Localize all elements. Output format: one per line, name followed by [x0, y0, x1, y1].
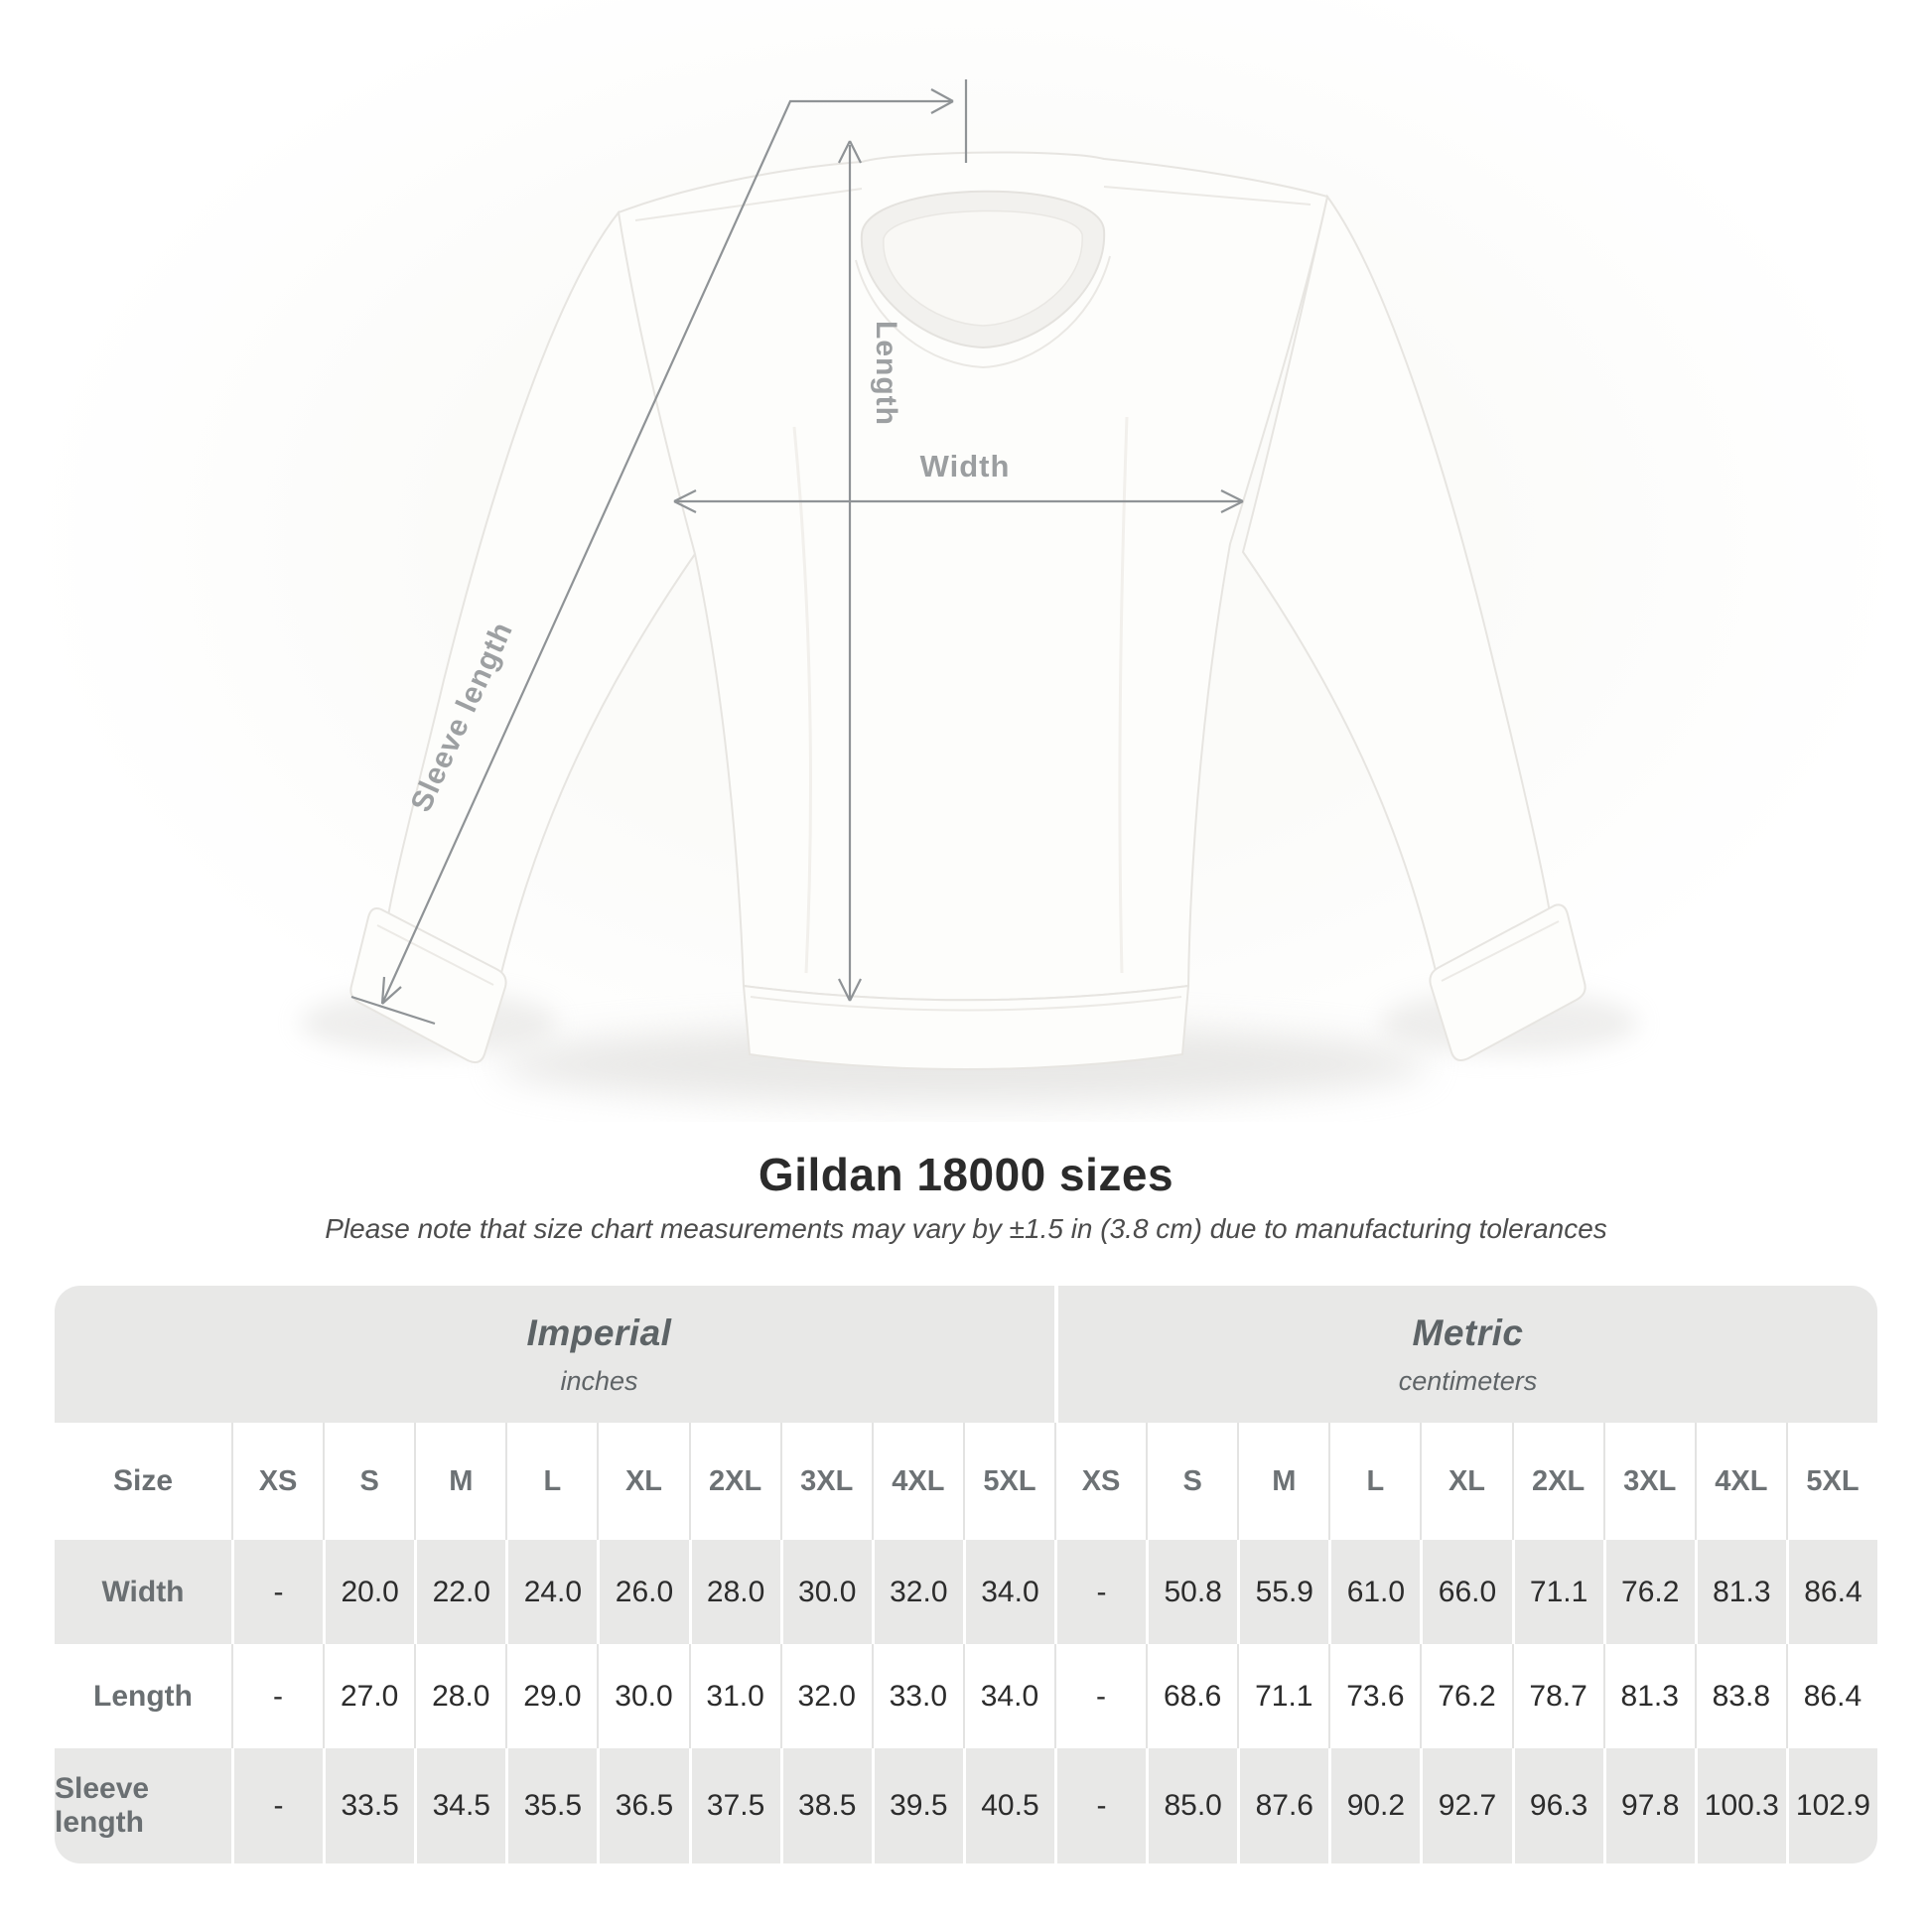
size-header-cell: L	[505, 1423, 597, 1540]
value-cell: 27.0	[323, 1644, 414, 1748]
value-cell: 50.8	[1146, 1540, 1237, 1644]
value-cell: 36.5	[597, 1748, 688, 1863]
value-cell: 28.0	[414, 1644, 505, 1748]
value-cell: 86.4	[1786, 1540, 1877, 1644]
row-label-width: Width	[55, 1540, 231, 1644]
value-cell: 28.0	[689, 1540, 780, 1644]
value-cell: 97.8	[1603, 1748, 1695, 1863]
size-header-cell: 4XL	[872, 1423, 963, 1540]
imperial-group-unit: inches	[560, 1365, 638, 1396]
value-cell: 32.0	[872, 1540, 963, 1644]
value-cell: 40.5	[963, 1748, 1054, 1863]
value-cell: 81.3	[1695, 1540, 1786, 1644]
value-cell: 76.2	[1420, 1644, 1511, 1748]
value-cell: 68.6	[1146, 1644, 1237, 1748]
value-cell: 34.5	[414, 1748, 505, 1863]
value-cell: 102.9	[1786, 1748, 1877, 1863]
value-cell: 78.7	[1512, 1644, 1603, 1748]
value-cell: 83.8	[1695, 1644, 1786, 1748]
size-header-cell: 3XL	[1603, 1423, 1695, 1540]
size-header-cell: M	[1237, 1423, 1328, 1540]
row-label-sleeve-length: Sleeve length	[55, 1748, 231, 1863]
page-title: Gildan 18000 sizes	[758, 1149, 1174, 1200]
imperial-group-header	[55, 1286, 1054, 1423]
value-cell: 85.0	[1146, 1748, 1237, 1863]
value-cell: 66.0	[1420, 1540, 1511, 1644]
size-header-cell: S	[1146, 1423, 1237, 1540]
value-cell: 71.1	[1237, 1644, 1328, 1748]
value-cell: 61.0	[1328, 1540, 1420, 1644]
sleeve-length-label: Sleeve length	[404, 617, 520, 817]
value-cell: -	[231, 1644, 323, 1748]
value-cell: 33.5	[323, 1748, 414, 1863]
size-header-cell: S	[323, 1423, 414, 1540]
metric-group-header	[1054, 1286, 1877, 1423]
value-cell: 30.0	[780, 1540, 872, 1644]
value-cell: 73.6	[1328, 1644, 1420, 1748]
value-cell: 81.3	[1603, 1644, 1695, 1748]
value-cell: 32.0	[780, 1644, 872, 1748]
value-cell: 96.3	[1512, 1748, 1603, 1863]
value-cell: 37.5	[689, 1748, 780, 1863]
size-column-header: Size	[112, 1464, 174, 1497]
size-header-cell: M	[414, 1423, 505, 1540]
value-cell: 33.0	[872, 1644, 963, 1748]
value-cell: 30.0	[597, 1644, 688, 1748]
value-cell: 20.0	[323, 1540, 414, 1644]
size-table	[55, 1286, 1877, 1863]
value-cell: 38.5	[780, 1748, 872, 1863]
size-header-cell: 5XL	[963, 1423, 1054, 1540]
size-header-cell: 5XL	[1786, 1423, 1877, 1540]
size-header-cell: 3XL	[780, 1423, 872, 1540]
value-cell: 29.0	[505, 1644, 597, 1748]
metric-group-unit: centimeters	[1398, 1365, 1538, 1396]
value-cell: -	[1054, 1644, 1146, 1748]
size-header-cell: XL	[597, 1423, 688, 1540]
row-label-length: Length	[93, 1679, 193, 1713]
value-cell: 34.0	[963, 1540, 1054, 1644]
value-cell: 86.4	[1786, 1644, 1877, 1748]
metric-group-title: Metric	[1412, 1311, 1524, 1353]
value-cell: 39.5	[872, 1748, 963, 1863]
size-header-cell: L	[1328, 1423, 1420, 1540]
value-cell: 34.0	[963, 1644, 1054, 1748]
value-cell: 87.6	[1237, 1748, 1328, 1863]
imperial-group-title: Imperial	[526, 1311, 672, 1353]
value-cell: -	[231, 1540, 323, 1644]
size-header-cell: 2XL	[689, 1423, 780, 1540]
value-cell: 26.0	[597, 1540, 688, 1644]
size-header-cell: 4XL	[1695, 1423, 1786, 1540]
value-cell: 55.9	[1237, 1540, 1328, 1644]
value-cell: -	[1054, 1540, 1146, 1644]
value-cell: 31.0	[689, 1644, 780, 1748]
size-header-cell: XL	[1420, 1423, 1511, 1540]
value-cell: 22.0	[414, 1540, 505, 1644]
value-cell: -	[1054, 1748, 1146, 1863]
value-cell: 100.3	[1695, 1748, 1786, 1863]
size-header-cell: 2XL	[1512, 1423, 1603, 1540]
size-header-cell: XS	[1054, 1423, 1146, 1540]
size-header-cell: XS	[231, 1423, 323, 1540]
value-cell: 90.2	[1328, 1748, 1420, 1863]
length-label: Length	[870, 321, 902, 426]
value-cell: 76.2	[1603, 1540, 1695, 1644]
tolerance-note: Please note that size chart measurements may vary by ±1.5 in (3.8 cm) due to manufacturing tolerances	[325, 1213, 1607, 1244]
value-cell: 71.1	[1512, 1540, 1603, 1644]
value-cell: 24.0	[505, 1540, 597, 1644]
value-cell: 35.5	[505, 1748, 597, 1863]
width-label: Width	[919, 449, 1011, 483]
value-cell: 92.7	[1420, 1748, 1511, 1863]
value-cell: -	[231, 1748, 323, 1863]
